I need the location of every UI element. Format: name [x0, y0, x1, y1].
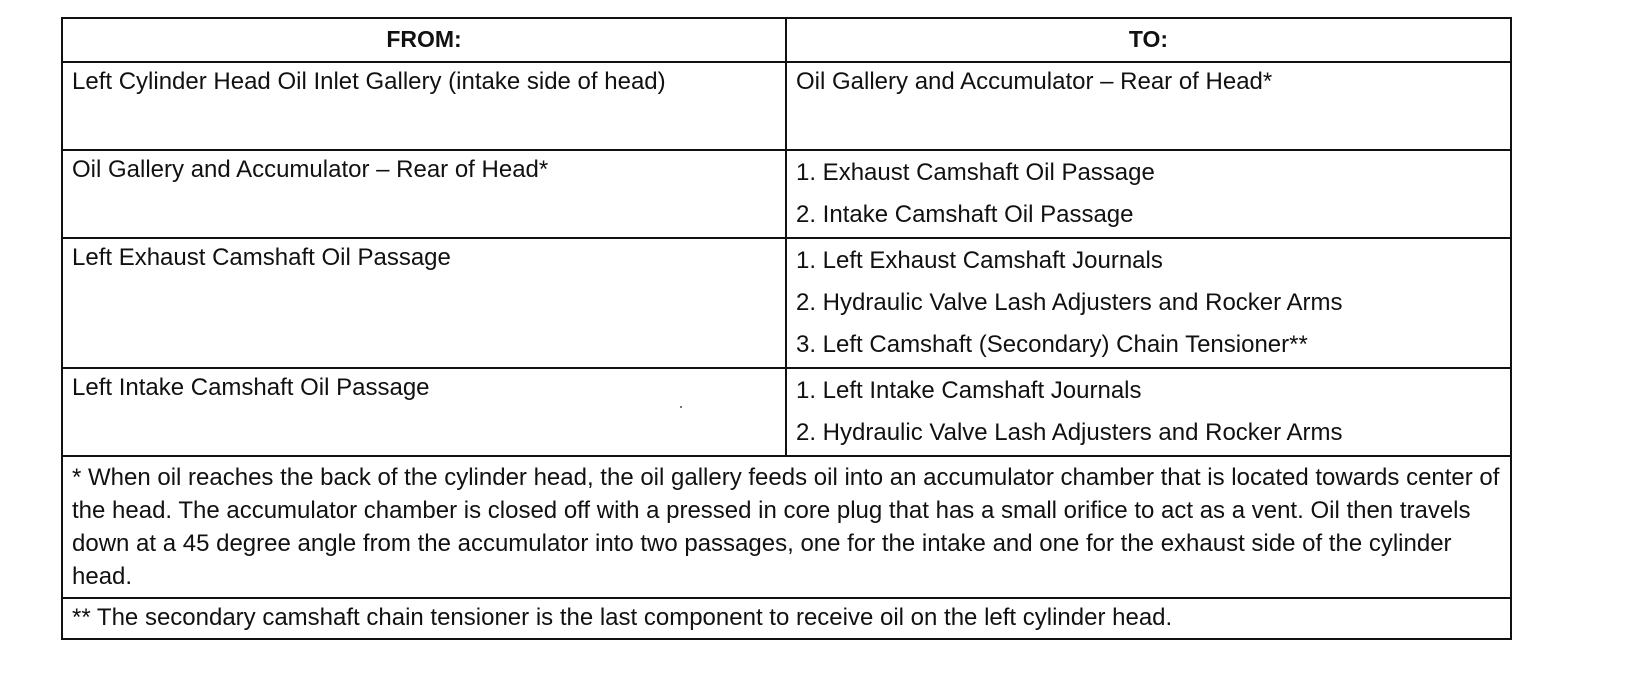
- to-cell: [786, 62, 1511, 150]
- to-cell: [786, 150, 1511, 238]
- from-cell: Left Intake Camshaft Oil Passage: [62, 368, 786, 456]
- from-cell: Left Exhaust Camshaft Oil Passage: [62, 238, 786, 368]
- from-column-header: FROM:: [62, 18, 786, 62]
- to-item: 1. Left Intake Camshaft Journals: [796, 377, 1142, 404]
- table-row: [62, 368, 1511, 456]
- footnote-row: [62, 456, 1511, 598]
- to-column-header: TO:: [786, 18, 1511, 62]
- table-row: [62, 238, 1511, 368]
- to-item: 1. Left Exhaust Camshaft Journals: [796, 247, 1163, 274]
- from-cell: Left Cylinder Head Oil Inlet Gallery (intake side of head): [62, 62, 786, 150]
- from-cell: Oil Gallery and Accumulator – Rear of Head*: [62, 150, 786, 238]
- oil-flow-table: [61, 17, 1512, 640]
- to-cell: [786, 238, 1511, 368]
- to-cell: [786, 368, 1511, 456]
- table-header-row: [62, 18, 1511, 62]
- to-item: 2. Hydraulic Valve Lash Adjusters and Rocker Arms: [796, 289, 1343, 316]
- to-item: 2. Hydraulic Valve Lash Adjusters and Rocker Arms: [796, 419, 1343, 446]
- table-row: [62, 150, 1511, 238]
- to-item: 1. Exhaust Camshaft Oil Passage: [796, 159, 1155, 186]
- footnote-accumulator: * When oil reaches the back of the cylinder head, the oil gallery feeds oil into an accumulator chamber that is located towards center of the head. The accumulator chamber is closed off with a pressed in core plug that has a small orifice to act as a vent. Oil then travels down at a 45 degree angle from the accumulator into two passages, one for the intake and one for the exhaust side of the cylinder head.: [62, 456, 1511, 598]
- to-item: 2. Intake Camshaft Oil Passage: [796, 201, 1134, 228]
- table-row: [62, 62, 1511, 150]
- to-item: Oil Gallery and Accumulator – Rear of Head*: [796, 68, 1273, 95]
- scan-speck: [680, 406, 682, 408]
- to-item: 3. Left Camshaft (Secondary) Chain Tensioner**: [796, 331, 1308, 358]
- footnote-tensioner: ** The secondary camshaft chain tensioner is the last component to receive oil on the left cylinder head.: [62, 598, 1511, 639]
- footnote-row: [62, 598, 1511, 639]
